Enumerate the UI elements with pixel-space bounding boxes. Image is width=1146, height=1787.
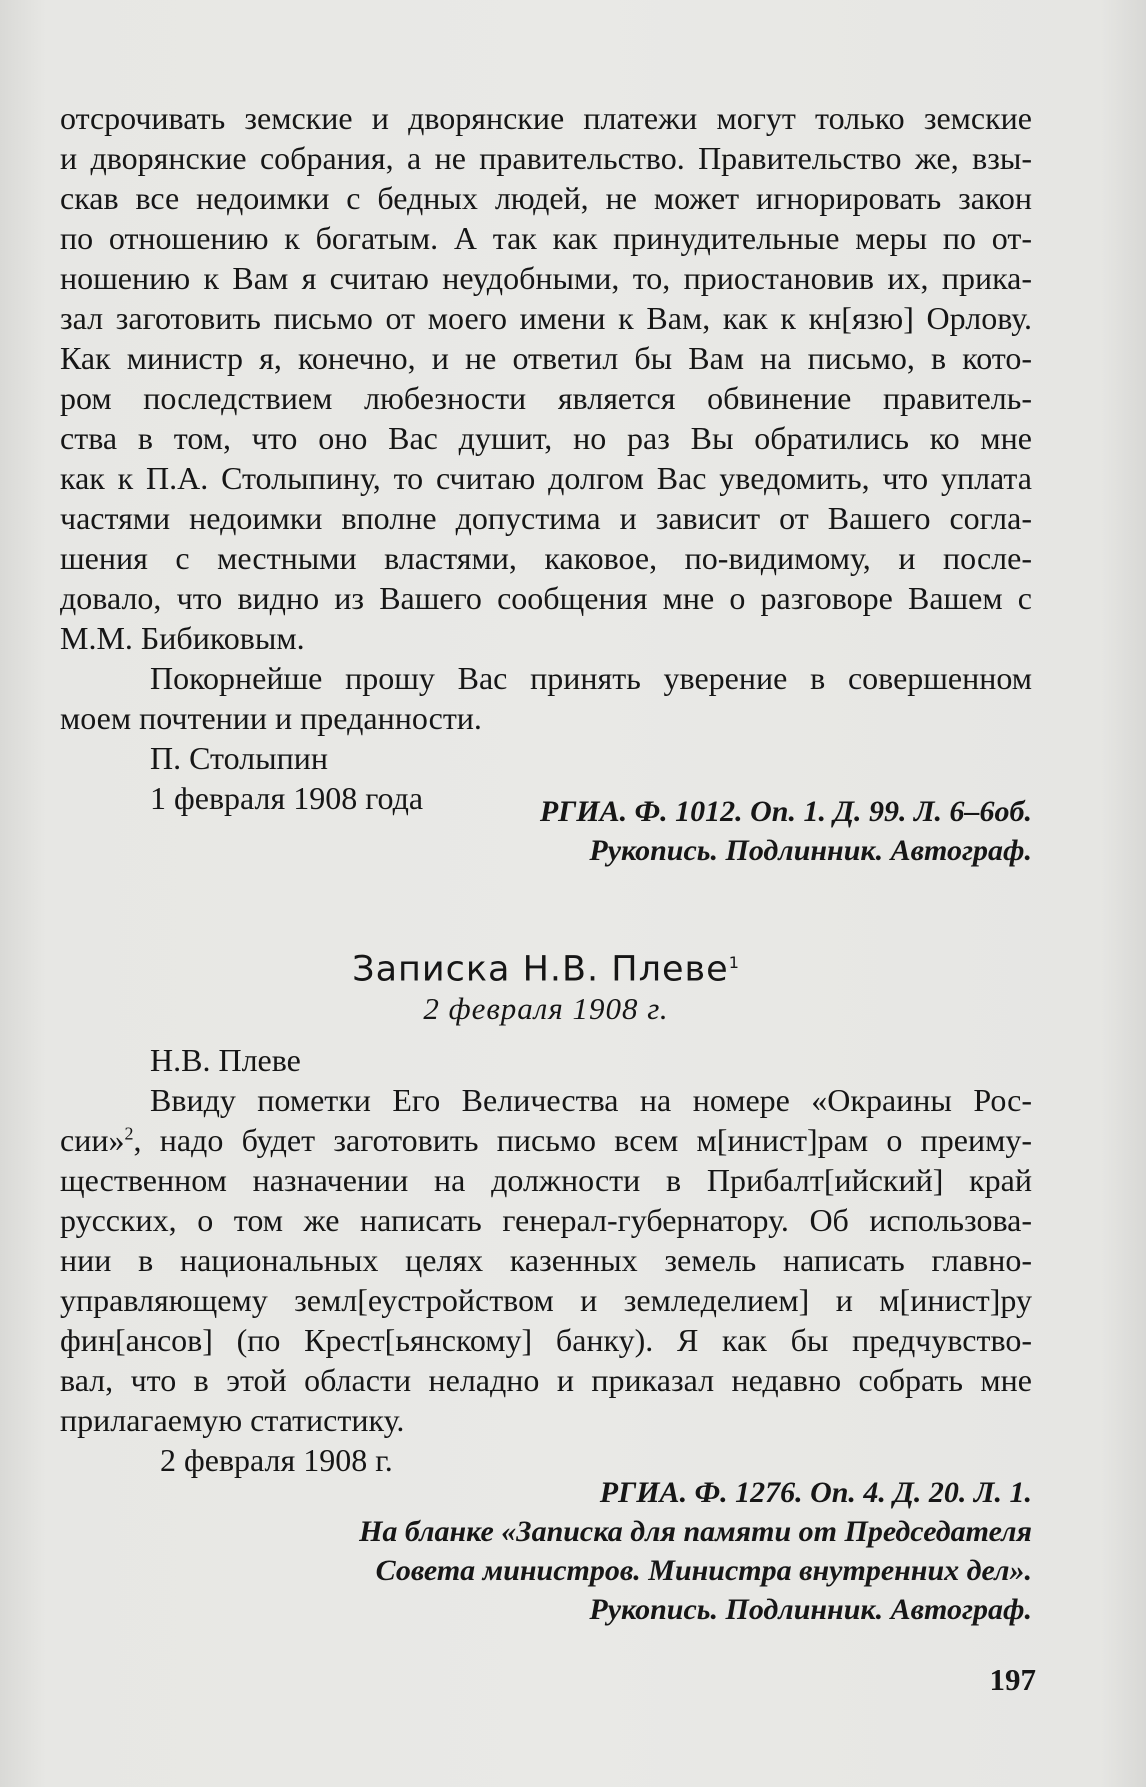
- text-line: частями недоимки вполне допустима и зависит от Вашего согла-: [60, 500, 1032, 536]
- text-line: прилагаемую статистику.: [60, 1402, 405, 1438]
- text-line: ства в том, что оно Вас душит, но раз Вы обратились ко мне: [60, 420, 1032, 456]
- source-line: Рукопись. Подлинник. Автограф.: [589, 834, 1032, 867]
- letter-date: 1 февраля 1908 года: [150, 780, 424, 816]
- text-line: Как министр я, конечно, и не ответил бы Вам на письмо, в кото-: [60, 340, 1032, 376]
- text-line: сии»$^2$, надо будет заготовить письмо всем м[инист]рам о преиму-: [60, 1122, 1032, 1158]
- note-addressee: Н.В. Плеве: [150, 1042, 301, 1078]
- note-date: 2 февраля 1908 г.: [423, 990, 669, 1026]
- text-line: отсрочивать земские и дворянские платежи могут только земские: [60, 100, 1032, 136]
- letter-source: [60, 792, 1032, 870]
- note-closing-date: 2 февраля 1908 г.: [160, 1442, 393, 1478]
- text-line: и дворянские собрания, а не правительство. Правительство же, взы-: [60, 140, 1032, 176]
- text-line: Ввиду пометки Его Величества на номере «Окраины Рос-: [150, 1082, 1032, 1118]
- text-line: управляющему земл[еустройством и земледелием] и м[инист]ру: [60, 1282, 1032, 1318]
- page-number: 197: [989, 1662, 1036, 1697]
- source-line: РГИА. Ф. 1012. Оп. 1. Д. 99. Л. 6–6об.: [539, 795, 1032, 828]
- text-line: щественном назначении на должности в Прибалт[ийский] край: [60, 1162, 1032, 1198]
- note-source: [60, 1473, 1032, 1629]
- text-line: вал, что в этой области неладно и приказал недавно собрать мне: [60, 1362, 1032, 1398]
- text-line: русских, о том же написать генерал-губернатору. Об использова-: [60, 1202, 1032, 1238]
- note-heading: [60, 942, 1032, 1027]
- closing-line: Покорнейше прошу Вас принять уверение в совершенном: [150, 660, 1032, 696]
- text-line: зал заготовить письмо от моего имени к Вам, как к кн[язю] Орлову.: [60, 300, 1032, 336]
- source-line: Совета министров. Министра внутренних дел».: [375, 1554, 1032, 1587]
- footnote-marker: 1: [728, 953, 740, 972]
- signature: П. Столыпин: [150, 740, 329, 776]
- note-body: [60, 1040, 1032, 1480]
- note-title: Записка Н.В. Плеве$^1$: [352, 949, 740, 990]
- text-line: скав все недоимки с бедных людей, не может игнорировать закон: [60, 180, 1032, 216]
- text-line: ношению к Вам я считаю неудобными, то, приостановив их, прика-: [60, 260, 1032, 296]
- text-line: ром последствием любезности является обвинение правитель-: [60, 380, 1032, 416]
- footnote-marker: 2: [124, 1123, 134, 1144]
- text-line: шения с местными властями, каковое, по-видимому, и после-: [60, 540, 1032, 576]
- closing-line: моем почтении и преданности.: [60, 700, 482, 736]
- source-line: РГИА. Ф. 1276. Оп. 4. Д. 20. Л. 1.: [599, 1476, 1032, 1509]
- text-line: по отношению к богатым. А так как принудительные меры по от-: [60, 220, 1032, 256]
- text-line: фин[ансов] (по Крест[ьянскому] банку). Я как бы предчувство-: [60, 1322, 1032, 1358]
- text-line: довало, что видно из Вашего сообщения мне о разговоре Вашем с: [60, 580, 1032, 616]
- text-line: М.М. Бибиковым.: [60, 620, 305, 656]
- text-line: нии в национальных целях казенных земель написать главно-: [60, 1242, 1032, 1278]
- letter-body: [60, 98, 1032, 818]
- text-line: как к П.А. Столыпину, то считаю долгом Вас уведомить, что уплата: [60, 460, 1032, 496]
- source-line: Рукопись. Подлинник. Автограф.: [589, 1593, 1032, 1626]
- source-line: На бланке «Записка для памяти от Председателя: [359, 1515, 1032, 1548]
